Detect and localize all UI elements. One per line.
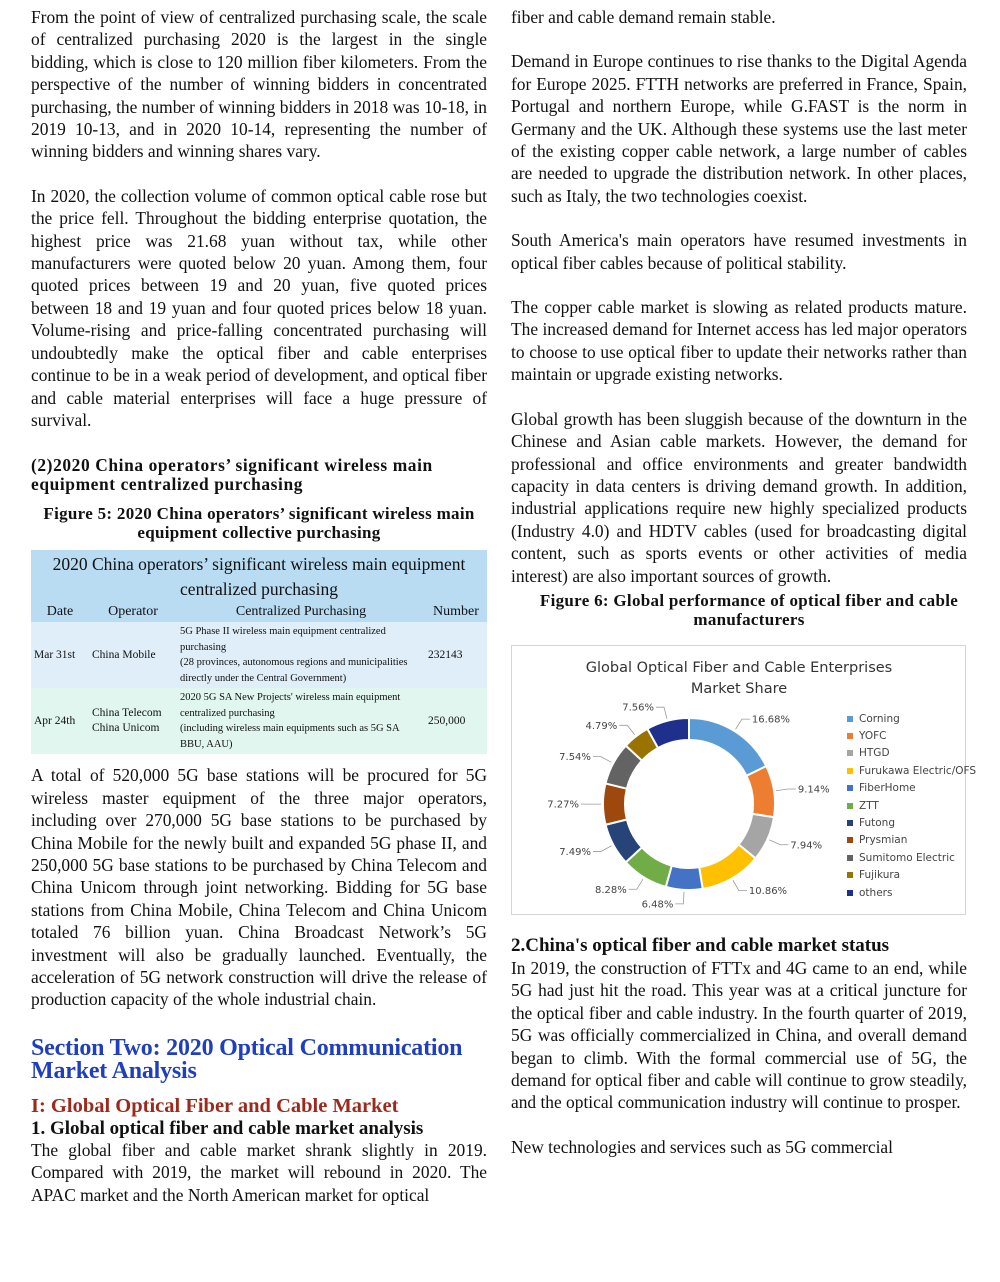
table-title: 2020 China operators’ significant wireless main equipment centralized purchasing bbox=[31, 550, 487, 602]
paragraph: The copper cable market is slowing as related products mature. The increased demand for Internet access has led major operators to choose to use optical fiber to update their networks rather than maintain or upgrade existing networks. bbox=[511, 297, 967, 385]
legend-swatch bbox=[847, 785, 853, 791]
leader-line bbox=[656, 707, 667, 719]
legend-item bbox=[847, 866, 976, 883]
data-label: 10.86% bbox=[748, 886, 788, 898]
paragraph: From the point of view of centralized purchasing scale, the scale of centralized purchasing 2020 is the largest in the single bidding, which is close to 120 million fiber kilometers. From the perspective of the number of winning bidders in concentrated purchasing, the number of winning bidders in 2018 was 10-18, in 2019 10-13, and in 2020 10-14, representing the number of winning bidders and winning shares vary. bbox=[31, 7, 487, 162]
legend-label: Futong bbox=[859, 816, 895, 829]
table-header-number: Number bbox=[425, 602, 487, 622]
legend-swatch bbox=[847, 890, 853, 896]
subsection-heading: 1. Global optical fiber and cable market analysis bbox=[31, 1117, 424, 1139]
table-header-purchasing: Centralized Purchasing bbox=[177, 602, 425, 622]
legend-item bbox=[847, 797, 976, 814]
paragraph: New technologies and services such as 5G commercial bbox=[511, 1136, 893, 1157]
table-cell-purchasing: 2020 5G SA New Projects' wireless main equipment centralized purchasing (including wireless main equipments such as 5G SA BBU, AAU) bbox=[177, 688, 425, 754]
chart-title-line-1: Global Optical Fiber and Cable Enterprises bbox=[585, 659, 893, 676]
table-row bbox=[31, 622, 487, 688]
legend-label: Prysmian bbox=[859, 834, 908, 847]
figure-6-caption: Figure 6: Global performance of optical fiber and cable manufacturers bbox=[539, 590, 959, 629]
legend-item bbox=[847, 762, 976, 779]
table-row bbox=[31, 688, 487, 754]
leader-line bbox=[629, 879, 643, 889]
market-share-chart bbox=[511, 645, 977, 915]
chart-title-line-2: Market Share bbox=[690, 680, 788, 697]
legend-item bbox=[847, 727, 976, 744]
table-cell-operator: China Mobile bbox=[89, 622, 177, 688]
legend-swatch bbox=[847, 837, 853, 843]
subheading: (2)2020 China operators’ significant wireless main equipment centralized purchasing bbox=[31, 455, 433, 495]
donut-slice-furukawa-electric-ofs bbox=[699, 844, 755, 888]
data-label: 7.56% bbox=[622, 702, 655, 714]
legend-swatch bbox=[847, 716, 853, 722]
table-cell-date: Mar 31st bbox=[31, 622, 89, 688]
paragraph: In 2020, the collection volume of common optical cable rose but the price fell. Throughout the bidding enterprise quotation, the highest price was 21.68 yuan without tax, while other manufacturers were quoted below 20 yuan. Among them, four quoted prices between 19 and 20 yuan, five quoted prices between 18 and 19 yuan and four quoted prices below 18 yuan. Volume-rising and price-falling concentrated purchasing will undoubtedly make the optical fiber and cable enterprises continue to be in a weak period of development, and optical fiber and cable material enterprises will face a huge pressure of survival. bbox=[31, 185, 487, 430]
chart-legend bbox=[847, 710, 976, 901]
paragraph: Global growth has been sluggish because of the downturn in the Chinese and Asian cable markets. However, the demand for professional and office environments and greater bandwidth capacity in data centers is driving demand growth. In addition, industrial applications require new highly specialized products (Industry 4.0) and HDTV cables (used for broadcasting digital content, such as sports events or other activities of media interest) are also important sources of growth. bbox=[511, 408, 967, 586]
data-label: 7.54% bbox=[559, 752, 591, 764]
leader-line bbox=[675, 892, 684, 904]
leader-line bbox=[593, 846, 612, 852]
paragraph: A total of 520,000 5G base stations will be procured for 5G wireless master equipment of the three major operators, including over 270,000 5G base stations to be purchased by China Mobile for the newly built and expanded 5G phase II, and 250,000 5G base stations to be purchased by China Telecom and China Unicom through joint networking. Bidding for 5G base stations from China Mobile, China Telecom and China Unicom totaled 76 billion yuan. China Broadcast Network’s 5G investment will also be gradually launched. Eventually, the acceleration of 5G network construction will drive the release of production capacity of the whole industrial chain. bbox=[31, 765, 487, 1010]
legend-swatch bbox=[847, 855, 853, 861]
data-label: 7.94% bbox=[790, 840, 823, 852]
section-title: Section Two: 2020 Optical Communication Market Analysis bbox=[31, 1034, 463, 1084]
table-cell-date: Apr 24th bbox=[31, 688, 89, 754]
data-label: 8.28% bbox=[594, 884, 627, 896]
legend-label: Furukawa Electric/OFS bbox=[859, 764, 977, 777]
section-heading: I: Global Optical Fiber and Cable Market bbox=[31, 1094, 399, 1117]
legend-label: others bbox=[859, 886, 893, 899]
table-cell-number: 232143 bbox=[425, 622, 487, 688]
leader-line bbox=[619, 725, 634, 734]
legend-item bbox=[847, 884, 976, 901]
legend-label: YOFC bbox=[859, 730, 887, 743]
legend-swatch bbox=[847, 803, 853, 809]
leader-line bbox=[733, 880, 747, 890]
purchasing-table bbox=[31, 550, 487, 754]
legend-item bbox=[847, 745, 976, 762]
paragraph: South America's main operators have resumed investments in optical fiber cables because of political stability. bbox=[511, 230, 967, 273]
legend-item bbox=[847, 710, 976, 727]
leader-line bbox=[593, 757, 612, 763]
legend-item bbox=[847, 780, 976, 797]
data-label: 4.79% bbox=[585, 720, 618, 732]
legend-swatch bbox=[847, 872, 853, 878]
legend-label: FiberHome bbox=[859, 782, 916, 795]
leader-line bbox=[769, 840, 788, 845]
legend-swatch bbox=[847, 768, 853, 774]
legend-label: Fujikura bbox=[859, 869, 901, 882]
donut-slice-prysmian bbox=[603, 783, 627, 824]
legend-item bbox=[847, 814, 976, 831]
paragraph: Demand in Europe continues to rise thanks to the Digital Agenda for Europe 2025. FTTH networks are preferred in France, Spain, Portugal and northern Europe, while G.FAST is the norm in Germany and the UK. Although these systems use the last meter of the existing copper cable network, a large number of cables are needed to upgrade the distribution network. In other places, such as Italy, the two technologies coexist. bbox=[511, 51, 967, 206]
paragraph: The global fiber and cable market shrank slightly in 2019. Compared with 2019, the market will rebound in 2020. The APAC market and the North American market for optical bbox=[31, 1139, 487, 1205]
legend-label: ZTT bbox=[859, 799, 879, 812]
data-label: 7.27% bbox=[547, 799, 580, 811]
legend-item bbox=[847, 832, 976, 849]
paragraph: fiber and cable demand remain stable. bbox=[511, 7, 776, 27]
donut-slice-yofc bbox=[746, 766, 775, 817]
legend-item bbox=[847, 849, 976, 866]
legend-swatch bbox=[847, 733, 853, 739]
legend-swatch bbox=[847, 820, 853, 826]
leader-line bbox=[736, 719, 750, 729]
legend-label: Sumitomo Electric bbox=[859, 851, 955, 864]
data-label: 6.48% bbox=[641, 899, 674, 911]
table-header-operator: Operator bbox=[89, 602, 177, 622]
figure-5-caption: Figure 5: 2020 China operators’ significant wireless main equipment collective purchasing bbox=[43, 504, 475, 543]
data-label: 16.68% bbox=[751, 714, 791, 726]
subsection-heading: 2.China's optical fiber and cable market status bbox=[511, 934, 890, 956]
legend-label: Corning bbox=[859, 712, 900, 725]
table-cell-purchasing: 5G Phase II wireless main equipment centralized purchasing (28 provinces, autonomous regions and municipalities directly under the Central Government) bbox=[177, 622, 425, 688]
leader-line bbox=[776, 789, 796, 791]
left-column bbox=[31, 6, 487, 1206]
data-label: 9.14% bbox=[797, 784, 830, 796]
right-column bbox=[511, 6, 977, 1158]
donut-slice-corning bbox=[689, 718, 766, 776]
table-cell-number: 250,000 bbox=[425, 688, 487, 754]
data-label: 7.49% bbox=[559, 846, 591, 858]
table-cell-operator: China Telecom China Unicom bbox=[89, 688, 177, 754]
legend-label: HTGD bbox=[859, 747, 890, 760]
legend-swatch bbox=[847, 750, 853, 756]
table-header-date: Date bbox=[31, 602, 89, 622]
paragraph: In 2019, the construction of FTTx and 4G came to an end, while 5G had just hit the road. This year was at a critical juncture for the optical fiber and cable industry. In the fourth quarter of 2019, 5G was officially commercialized in China, and overall demand began to climb. With the formal commercial use of 5G, the demand for optical fiber and cable will continue to grow steadily, and the optical communication industry will continue to prosper. bbox=[511, 957, 967, 1113]
